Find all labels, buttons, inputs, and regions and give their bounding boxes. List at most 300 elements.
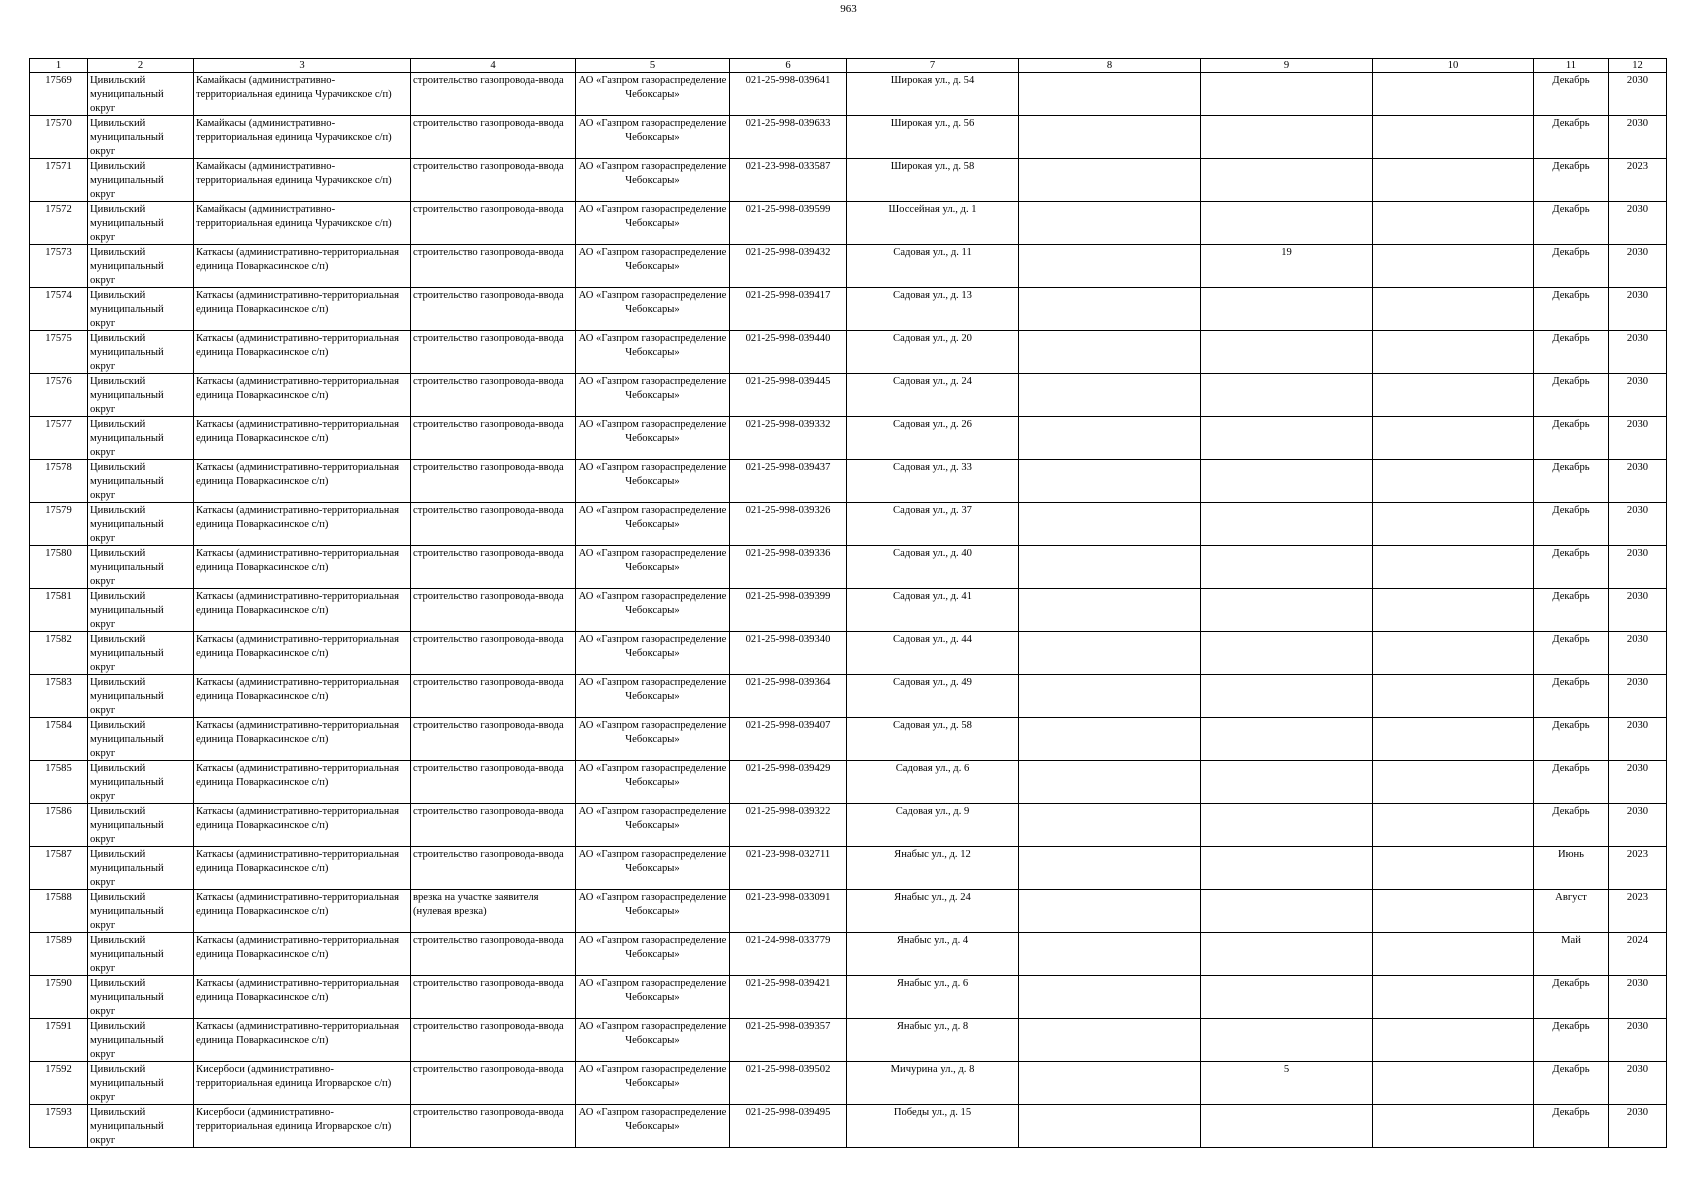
- col-8-text: [1021, 503, 1198, 545]
- organization-text: АО «Газпром газораспределение Чебоксары»: [578, 75, 727, 100]
- cell-row-number: [30, 890, 88, 933]
- cell-month: [1534, 890, 1609, 933]
- cell-col-9: [1201, 890, 1373, 933]
- col-9-text: [1203, 1105, 1370, 1147]
- work-type-text: строительство газопровода-ввода: [413, 376, 564, 387]
- municipality-text: Цивильский муниципальный округ: [90, 1107, 164, 1146]
- month-text: Декабрь: [1552, 419, 1590, 430]
- cell-col-8: [1019, 933, 1201, 976]
- municipality-text: Цивильский муниципальный округ: [90, 1064, 164, 1103]
- work-type-text: строительство газопровода-ввода: [413, 1021, 564, 1032]
- cell-application-number: [730, 417, 847, 460]
- organization-text: АО «Газпром газораспределение Чебоксары»: [578, 806, 727, 831]
- col-10-text: [1375, 331, 1531, 373]
- col-10-text: [1375, 976, 1531, 1018]
- cell-col-8: [1019, 202, 1201, 245]
- cell-address: [847, 374, 1019, 417]
- month-text: Декабрь: [1552, 161, 1590, 172]
- cell-col-10: [1373, 718, 1534, 761]
- application-number-text: 021-25-998-039364: [745, 677, 831, 688]
- page-number: 963: [840, 3, 857, 15]
- application-number-text: 021-25-998-039407: [745, 720, 831, 731]
- cell-settlement: [194, 1062, 411, 1105]
- municipality-text: Цивильский муниципальный округ: [90, 161, 164, 200]
- settlement-text: Камайкасы (административно-территориальная единица Чурачикское с/п): [196, 118, 392, 143]
- cell-work-type: [411, 976, 576, 1019]
- application-number-text: 021-25-998-039437: [745, 462, 831, 473]
- table-row: [30, 933, 1667, 976]
- col-8-text: [1021, 890, 1198, 932]
- table-row: [30, 546, 1667, 589]
- work-type-text: строительство газопровода-ввода: [413, 1107, 564, 1118]
- cell-year: [1609, 546, 1667, 589]
- col-9-text: [1203, 417, 1370, 459]
- month-text: Декабрь: [1552, 634, 1590, 645]
- cell-col-10: [1373, 202, 1534, 245]
- application-number-text: 021-24-998-033779: [745, 935, 831, 946]
- table-row: [30, 288, 1667, 331]
- col-8-text: [1021, 933, 1198, 975]
- settlement-text: Каткасы (административно-территориальная единица Поваркасинское с/п): [196, 1021, 399, 1046]
- cell-col-10: [1373, 460, 1534, 503]
- cell-month: [1534, 417, 1609, 460]
- month-text: Декабрь: [1552, 75, 1590, 86]
- work-type-text: строительство газопровода-ввода: [413, 419, 564, 430]
- col-8-text: [1021, 1019, 1198, 1061]
- row-number-text: 17593: [45, 1107, 72, 1118]
- cell-municipality: [88, 761, 194, 804]
- year-text: 2030: [1626, 806, 1649, 817]
- column-header: 2: [88, 59, 194, 73]
- cell-address: [847, 73, 1019, 116]
- settlement-text: Камайкасы (административно-территориальная единица Чурачикское с/п): [196, 75, 392, 100]
- cell-col-8: [1019, 1019, 1201, 1062]
- cell-work-type: [411, 1062, 576, 1105]
- cell-month: [1534, 1105, 1609, 1148]
- cell-month: [1534, 761, 1609, 804]
- col-9-text: 5: [1283, 1064, 1290, 1075]
- cell-work-type: [411, 503, 576, 546]
- year-text: 2030: [1626, 462, 1649, 473]
- cell-application-number: [730, 288, 847, 331]
- work-type-text: строительство газопровода-ввода: [413, 1064, 564, 1075]
- settlement-text: Каткасы (административно-территориальная единица Поваркасинское с/п): [196, 462, 399, 487]
- cell-col-8: [1019, 632, 1201, 675]
- cell-col-9: [1201, 503, 1373, 546]
- address-text: Садовая ул., д. 9: [895, 806, 970, 817]
- col-8-text: [1021, 632, 1198, 674]
- work-type-text: строительство газопровода-ввода: [413, 333, 564, 344]
- cell-application-number: [730, 245, 847, 288]
- cell-address: [847, 159, 1019, 202]
- cell-year: [1609, 202, 1667, 245]
- row-number-text: 17572: [45, 204, 72, 215]
- cell-organization: [576, 589, 730, 632]
- col-8-text: [1021, 73, 1198, 115]
- month-text: Декабрь: [1552, 247, 1590, 258]
- address-text: Садовая ул., д. 11: [893, 247, 972, 258]
- cell-col-10: [1373, 804, 1534, 847]
- col-9-text: [1203, 288, 1370, 330]
- col-8-text: [1021, 847, 1198, 889]
- col-10-text: [1375, 632, 1531, 674]
- cell-row-number: [30, 847, 88, 890]
- cell-col-9: [1201, 73, 1373, 116]
- cell-row-number: [30, 976, 88, 1019]
- settlement-text: Каткасы (административно-территориальная единица Поваркасинское с/п): [196, 935, 399, 960]
- cell-col-9: [1201, 331, 1373, 374]
- cell-work-type: [411, 245, 576, 288]
- col-9-text: 19: [1281, 247, 1292, 258]
- cell-year: [1609, 847, 1667, 890]
- cell-col-8: [1019, 288, 1201, 331]
- year-text: 2030: [1626, 505, 1649, 516]
- cell-settlement: [194, 589, 411, 632]
- month-text: Декабрь: [1552, 290, 1590, 301]
- work-type-text: строительство газопровода-ввода: [413, 505, 564, 516]
- cell-organization: [576, 890, 730, 933]
- year-text: 2030: [1626, 118, 1649, 129]
- table-row: [30, 503, 1667, 546]
- application-number-text: 021-25-998-039357: [745, 1021, 831, 1032]
- cell-application-number: [730, 1019, 847, 1062]
- application-number-text: 021-25-998-039340: [745, 634, 831, 645]
- municipality-text: Цивильский муниципальный округ: [90, 634, 164, 673]
- cell-month: [1534, 245, 1609, 288]
- col-8-text: [1021, 245, 1198, 287]
- cell-address: [847, 847, 1019, 890]
- col-8-text: [1021, 761, 1198, 803]
- cell-organization: [576, 847, 730, 890]
- cell-work-type: [411, 890, 576, 933]
- month-text: Декабрь: [1552, 505, 1590, 516]
- address-text: Янабыс ул., д. 6: [896, 978, 969, 989]
- cell-settlement: [194, 890, 411, 933]
- cell-col-8: [1019, 976, 1201, 1019]
- col-8-text: [1021, 159, 1198, 201]
- year-text: 2023: [1626, 849, 1649, 860]
- cell-year: [1609, 589, 1667, 632]
- cell-address: [847, 675, 1019, 718]
- cell-col-9: [1201, 589, 1373, 632]
- col-10-text: [1375, 245, 1531, 287]
- settlement-text: Каткасы (административно-территориальная единица Поваркасинское с/п): [196, 763, 399, 788]
- cell-address: [847, 933, 1019, 976]
- address-text: Янабыс ул., д. 4: [896, 935, 969, 946]
- address-text: Янабыс ул., д. 24: [894, 892, 971, 903]
- year-text: 2030: [1626, 419, 1649, 430]
- cell-year: [1609, 1062, 1667, 1105]
- cell-settlement: [194, 245, 411, 288]
- cell-organization: [576, 202, 730, 245]
- cell-month: [1534, 1062, 1609, 1105]
- settlement-text: Каткасы (административно-территориальная единица Поваркасинское с/п): [196, 290, 399, 315]
- cell-settlement: [194, 933, 411, 976]
- cell-address: [847, 1105, 1019, 1148]
- col-8-text: [1021, 976, 1198, 1018]
- col-10-text: [1375, 589, 1531, 631]
- address-text: Садовая ул., д. 58: [893, 720, 972, 731]
- col-10-text: [1375, 847, 1531, 889]
- cell-col-9: [1201, 718, 1373, 761]
- cell-municipality: [88, 116, 194, 159]
- work-type-text: строительство газопровода-ввода: [413, 935, 564, 946]
- column-header: 9: [1201, 59, 1373, 73]
- cell-address: [847, 245, 1019, 288]
- year-text: 2030: [1626, 677, 1649, 688]
- cell-row-number: [30, 159, 88, 202]
- organization-text: АО «Газпром газораспределение Чебоксары»: [578, 462, 727, 487]
- settlement-text: Каткасы (административно-территориальная единица Поваркасинское с/п): [196, 720, 399, 745]
- work-type-text: строительство газопровода-ввода: [413, 75, 564, 86]
- address-text: Садовая ул., д. 24: [893, 376, 972, 387]
- organization-text: АО «Газпром газораспределение Чебоксары»: [578, 935, 727, 960]
- cell-col-9: [1201, 288, 1373, 331]
- column-header: 8: [1019, 59, 1201, 73]
- cell-month: [1534, 202, 1609, 245]
- address-text: Янабыс ул., д. 8: [896, 1021, 969, 1032]
- address-text: Садовая ул., д. 20: [893, 333, 972, 344]
- work-type-text: строительство газопровода-ввода: [413, 634, 564, 645]
- cell-work-type: [411, 1019, 576, 1062]
- cell-col-8: [1019, 460, 1201, 503]
- cell-settlement: [194, 288, 411, 331]
- cell-municipality: [88, 374, 194, 417]
- cell-row-number: [30, 1019, 88, 1062]
- month-text: Декабрь: [1552, 763, 1590, 774]
- cell-municipality: [88, 73, 194, 116]
- month-text: Август: [1555, 892, 1587, 903]
- cell-col-8: [1019, 546, 1201, 589]
- municipality-text: Цивильский муниципальный округ: [90, 935, 164, 974]
- cell-year: [1609, 890, 1667, 933]
- year-text: 2030: [1626, 978, 1649, 989]
- cell-col-9: [1201, 116, 1373, 159]
- column-header: 3: [194, 59, 411, 73]
- row-number-text: 17573: [45, 247, 72, 258]
- application-number-text: 021-25-998-039432: [745, 247, 831, 258]
- month-text: Декабрь: [1552, 333, 1590, 344]
- work-type-text: строительство газопровода-ввода: [413, 677, 564, 688]
- row-number-text: 17587: [45, 849, 72, 860]
- cell-work-type: [411, 116, 576, 159]
- table-row: [30, 159, 1667, 202]
- organization-text: АО «Газпром газораспределение Чебоксары»: [578, 978, 727, 1003]
- cell-month: [1534, 976, 1609, 1019]
- cell-row-number: [30, 331, 88, 374]
- cell-address: [847, 546, 1019, 589]
- col-10-text: [1375, 1019, 1531, 1061]
- cell-settlement: [194, 1019, 411, 1062]
- cell-application-number: [730, 589, 847, 632]
- cell-col-8: [1019, 159, 1201, 202]
- organization-text: АО «Газпром газораспределение Чебоксары»: [578, 118, 727, 143]
- cell-year: [1609, 116, 1667, 159]
- cell-row-number: [30, 718, 88, 761]
- application-number-text: 021-25-998-039421: [745, 978, 831, 989]
- column-header: 1: [30, 59, 88, 73]
- organization-text: АО «Газпром газораспределение Чебоксары»: [578, 1021, 727, 1046]
- cell-row-number: [30, 933, 88, 976]
- cell-col-8: [1019, 116, 1201, 159]
- col-9-text: [1203, 331, 1370, 373]
- col-10-text: [1375, 546, 1531, 588]
- cell-organization: [576, 159, 730, 202]
- cell-work-type: [411, 718, 576, 761]
- cell-col-9: [1201, 976, 1373, 1019]
- year-text: 2030: [1626, 1021, 1649, 1032]
- month-text: Декабрь: [1552, 720, 1590, 731]
- cell-municipality: [88, 804, 194, 847]
- table-row: [30, 116, 1667, 159]
- table-row: [30, 73, 1667, 116]
- work-type-text: строительство газопровода-ввода: [413, 806, 564, 817]
- cell-col-10: [1373, 1105, 1534, 1148]
- col-9-text: [1203, 73, 1370, 115]
- col-10-text: [1375, 675, 1531, 717]
- cell-col-10: [1373, 331, 1534, 374]
- address-text: Садовая ул., д. 13: [893, 290, 972, 301]
- cell-month: [1534, 546, 1609, 589]
- cell-col-10: [1373, 417, 1534, 460]
- municipality-text: Цивильский муниципальный округ: [90, 204, 164, 243]
- municipality-text: Цивильский муниципальный округ: [90, 419, 164, 458]
- row-number-text: 17569: [45, 75, 72, 86]
- cell-work-type: [411, 761, 576, 804]
- cell-address: [847, 460, 1019, 503]
- cell-application-number: [730, 632, 847, 675]
- cell-settlement: [194, 374, 411, 417]
- application-number-text: 021-25-998-039332: [745, 419, 831, 430]
- cell-row-number: [30, 288, 88, 331]
- cell-settlement: [194, 675, 411, 718]
- row-number-text: 17592: [45, 1064, 72, 1075]
- cell-work-type: [411, 374, 576, 417]
- col-10-text: [1375, 374, 1531, 416]
- col-9-text: [1203, 804, 1370, 846]
- column-header: 7: [847, 59, 1019, 73]
- settlement-text: Каткасы (административно-территориальная единица Поваркасинское с/п): [196, 849, 399, 874]
- month-text: Декабрь: [1552, 1021, 1590, 1032]
- address-text: Янабыс ул., д. 12: [894, 849, 971, 860]
- work-type-text: строительство газопровода-ввода: [413, 290, 564, 301]
- column-header: 10: [1373, 59, 1534, 73]
- settlement-text: Каткасы (административно-территориальная единица Поваркасинское с/п): [196, 505, 399, 530]
- cell-year: [1609, 73, 1667, 116]
- year-text: 2030: [1626, 290, 1649, 301]
- col-9-text: [1203, 460, 1370, 502]
- cell-organization: [576, 933, 730, 976]
- settlement-text: Камайкасы (административно-территориальная единица Чурачикское с/п): [196, 161, 392, 186]
- cell-address: [847, 1062, 1019, 1105]
- row-number-text: 17581: [45, 591, 72, 602]
- cell-year: [1609, 245, 1667, 288]
- cell-row-number: [30, 761, 88, 804]
- year-text: 2030: [1626, 763, 1649, 774]
- cell-organization: [576, 503, 730, 546]
- cell-application-number: [730, 73, 847, 116]
- municipality-text: Цивильский муниципальный округ: [90, 1021, 164, 1060]
- col-10-text: [1375, 503, 1531, 545]
- row-number-text: 17586: [45, 806, 72, 817]
- cell-municipality: [88, 933, 194, 976]
- application-number-text: 021-25-998-039495: [745, 1107, 831, 1118]
- cell-address: [847, 804, 1019, 847]
- row-number-text: 17589: [45, 935, 72, 946]
- cell-col-10: [1373, 933, 1534, 976]
- year-text: 2030: [1626, 591, 1649, 602]
- cell-month: [1534, 460, 1609, 503]
- cell-work-type: [411, 417, 576, 460]
- row-number-text: 17571: [45, 161, 72, 172]
- cell-municipality: [88, 245, 194, 288]
- cell-organization: [576, 675, 730, 718]
- year-text: 2030: [1626, 1107, 1649, 1118]
- col-9-text: [1203, 503, 1370, 545]
- cell-organization: [576, 417, 730, 460]
- address-text: Садовая ул., д. 40: [893, 548, 972, 559]
- col-9-text: [1203, 976, 1370, 1018]
- cell-col-9: [1201, 761, 1373, 804]
- cell-application-number: [730, 761, 847, 804]
- col-10-text: [1375, 417, 1531, 459]
- cell-settlement: [194, 73, 411, 116]
- cell-municipality: [88, 1105, 194, 1148]
- cell-settlement: [194, 417, 411, 460]
- cell-settlement: [194, 202, 411, 245]
- cell-month: [1534, 675, 1609, 718]
- col-9-text: [1203, 202, 1370, 244]
- application-number-text: 021-25-998-039440: [745, 333, 831, 344]
- cell-work-type: [411, 847, 576, 890]
- row-number-text: 17575: [45, 333, 72, 344]
- cell-organization: [576, 374, 730, 417]
- address-text: Мичурина ул., д. 8: [890, 1064, 975, 1075]
- address-text: Широкая ул., д. 58: [890, 161, 975, 172]
- cell-col-10: [1373, 288, 1534, 331]
- cell-col-9: [1201, 933, 1373, 976]
- table-row: [30, 976, 1667, 1019]
- col-8-text: [1021, 202, 1198, 244]
- cell-month: [1534, 159, 1609, 202]
- col-8-text: [1021, 718, 1198, 760]
- cell-year: [1609, 460, 1667, 503]
- application-number-text: 021-25-998-039399: [745, 591, 831, 602]
- work-type-text: строительство газопровода-ввода: [413, 462, 564, 473]
- organization-text: АО «Газпром газораспределение Чебоксары»: [578, 161, 727, 186]
- row-number-text: 17583: [45, 677, 72, 688]
- cell-work-type: [411, 331, 576, 374]
- month-text: Декабрь: [1552, 978, 1590, 989]
- address-text: Шоссейная ул., д. 1: [888, 204, 977, 215]
- year-text: 2030: [1626, 548, 1649, 559]
- column-header: 11: [1534, 59, 1609, 73]
- organization-text: АО «Газпром газораспределение Чебоксары»: [578, 763, 727, 788]
- organization-text: АО «Газпром газораспределение Чебоксары»: [578, 505, 727, 530]
- cell-municipality: [88, 159, 194, 202]
- cell-work-type: [411, 804, 576, 847]
- cell-month: [1534, 73, 1609, 116]
- cell-col-10: [1373, 589, 1534, 632]
- cell-settlement: [194, 718, 411, 761]
- cell-municipality: [88, 202, 194, 245]
- cell-col-10: [1373, 976, 1534, 1019]
- cell-municipality: [88, 847, 194, 890]
- col-8-text: [1021, 116, 1198, 158]
- cell-work-type: [411, 933, 576, 976]
- application-number-text: 021-25-998-039599: [745, 204, 831, 215]
- cell-col-8: [1019, 245, 1201, 288]
